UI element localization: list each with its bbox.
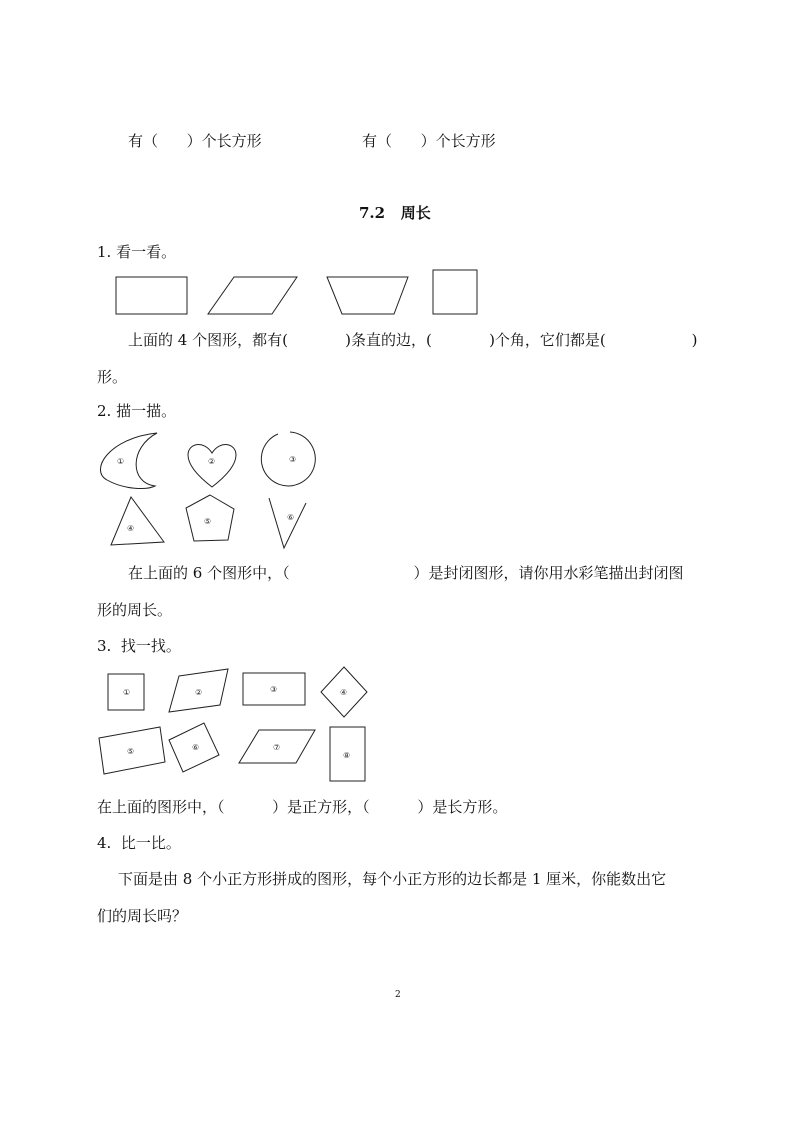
q2-label-1: ①: [117, 457, 125, 466]
q1-square: [433, 270, 477, 314]
q1-shapes: [100, 265, 500, 320]
top-left-question: 有（ ）个长方形: [128, 132, 262, 150]
q3-label-1: ①: [123, 688, 131, 697]
q2-crescent-shape: [100, 433, 157, 488]
q3-heading: 3. 找一找。: [97, 637, 181, 655]
q1-rectangle: [116, 277, 187, 314]
q1-sentence-line2: 形。: [97, 368, 128, 386]
q3-shapes: [95, 662, 375, 787]
q2-label-6: ⑥: [287, 513, 295, 522]
q2-label-5: ⑤: [204, 517, 212, 526]
q2-sentence-line1: 在上面的 6 个图形中，（ ）是封闭图形，请你用水彩笔描出封闭图: [128, 564, 684, 582]
q3-label-4: ④: [340, 688, 348, 697]
q1-parallelogram: [208, 277, 297, 314]
q2-label-4: ④: [127, 524, 135, 533]
q3-label-8: ⑧: [343, 751, 351, 760]
top-right-question: 有（ ）个长方形: [362, 132, 496, 150]
q1-sentence-line1: 上面的 4 个图形，都有( )条直的边，( )个角，它们都是( ): [128, 331, 698, 349]
q3-label-3: ③: [270, 685, 278, 694]
q1-heading: 1. 看一看。: [97, 243, 177, 261]
q2-label-3: ③: [289, 455, 297, 464]
q3-label-2: ②: [195, 688, 203, 697]
q2-label-2: ②: [208, 457, 216, 466]
q1-trapezoid: [327, 277, 408, 314]
q2-triangle-shape: [111, 497, 164, 545]
q3-label-7: ⑦: [273, 743, 281, 752]
q2-heading: 2. 描一描。: [97, 402, 177, 420]
q2-open-v-shape: [269, 498, 306, 548]
q4-sentence-line1: 下面是由 8 个小正方形拼成的图形，每个小正方形的边长都是 1 厘米，你能数出它: [118, 870, 667, 888]
q3-label-5: ⑤: [127, 747, 135, 756]
q4-heading: 4. 比一比。: [97, 834, 181, 852]
section-title: 7.2 周长: [359, 204, 431, 222]
q2-sentence-line2: 形的周长。: [97, 601, 173, 619]
q3-sentence: 在上面的图形中，（ ）是正方形，（ ）是长方形。: [97, 798, 508, 816]
q2-shapes: [95, 428, 355, 553]
q3-label-6: ⑥: [192, 743, 200, 752]
page-number: 2: [395, 990, 401, 1000]
q4-sentence-line2: 们的周长吗？: [97, 907, 188, 925]
